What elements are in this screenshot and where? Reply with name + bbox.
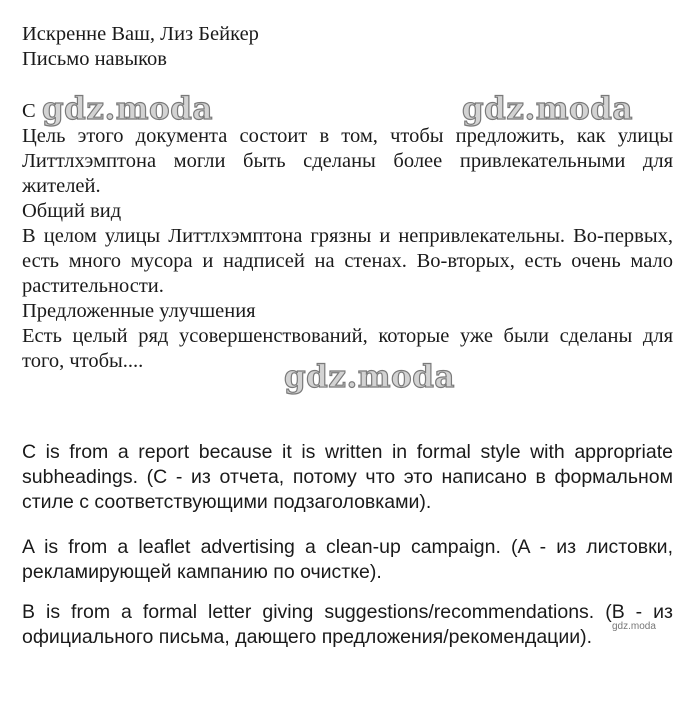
letter-closing-block <box>22 22 673 72</box>
section-title-overview: Общий вид <box>22 200 122 222</box>
answer-c: C is from a report because it is written in formal style with appropriate subheadings. (C - из отчета, потому что это написано в формальном стиле с соответствующими подзаголовками). <box>22 441 673 513</box>
letter-heading: Письмо навыков <box>22 48 167 70</box>
section-text-overview: В целом улицы Литтлхэмптона грязны и непривлекательны. Во-первых, есть много мусора и надписей на стенах. Во-вторых, есть очень мало растительности. <box>22 225 673 297</box>
report-text <box>22 99 673 374</box>
watermark-center: gdz.moda <box>284 359 455 395</box>
report-marker: C <box>22 100 36 122</box>
watermark-small: gdz.moda <box>612 621 656 632</box>
letter-closing: Искренне Ваш, Лиз Бейкер <box>22 23 259 45</box>
section-title-improvements: Предложенные улучшения <box>22 300 256 322</box>
report-intro: Цель этого документа состоит в том, чтобы предложить, как улицы Литтлхэмптона могли быть сделаны более привлекательными для жителей. <box>22 125 673 197</box>
answer-a: A is from a leaflet advertising a clean-up campaign. (A - из листовки, рекламирующей кампанию по очистке). <box>22 536 673 583</box>
watermark-top-right: gdz.moda <box>462 91 633 127</box>
watermark-top-left: gdz.moda <box>42 91 213 127</box>
answer-b: B is from a formal letter giving suggestions/recommendations. (B - из официального письма, дающего предложения/рекомендации). <box>22 601 673 648</box>
section-text-improvements: Есть целый ряд усовершенствований, которые уже были сделаны для того, чтобы.... <box>22 325 673 372</box>
